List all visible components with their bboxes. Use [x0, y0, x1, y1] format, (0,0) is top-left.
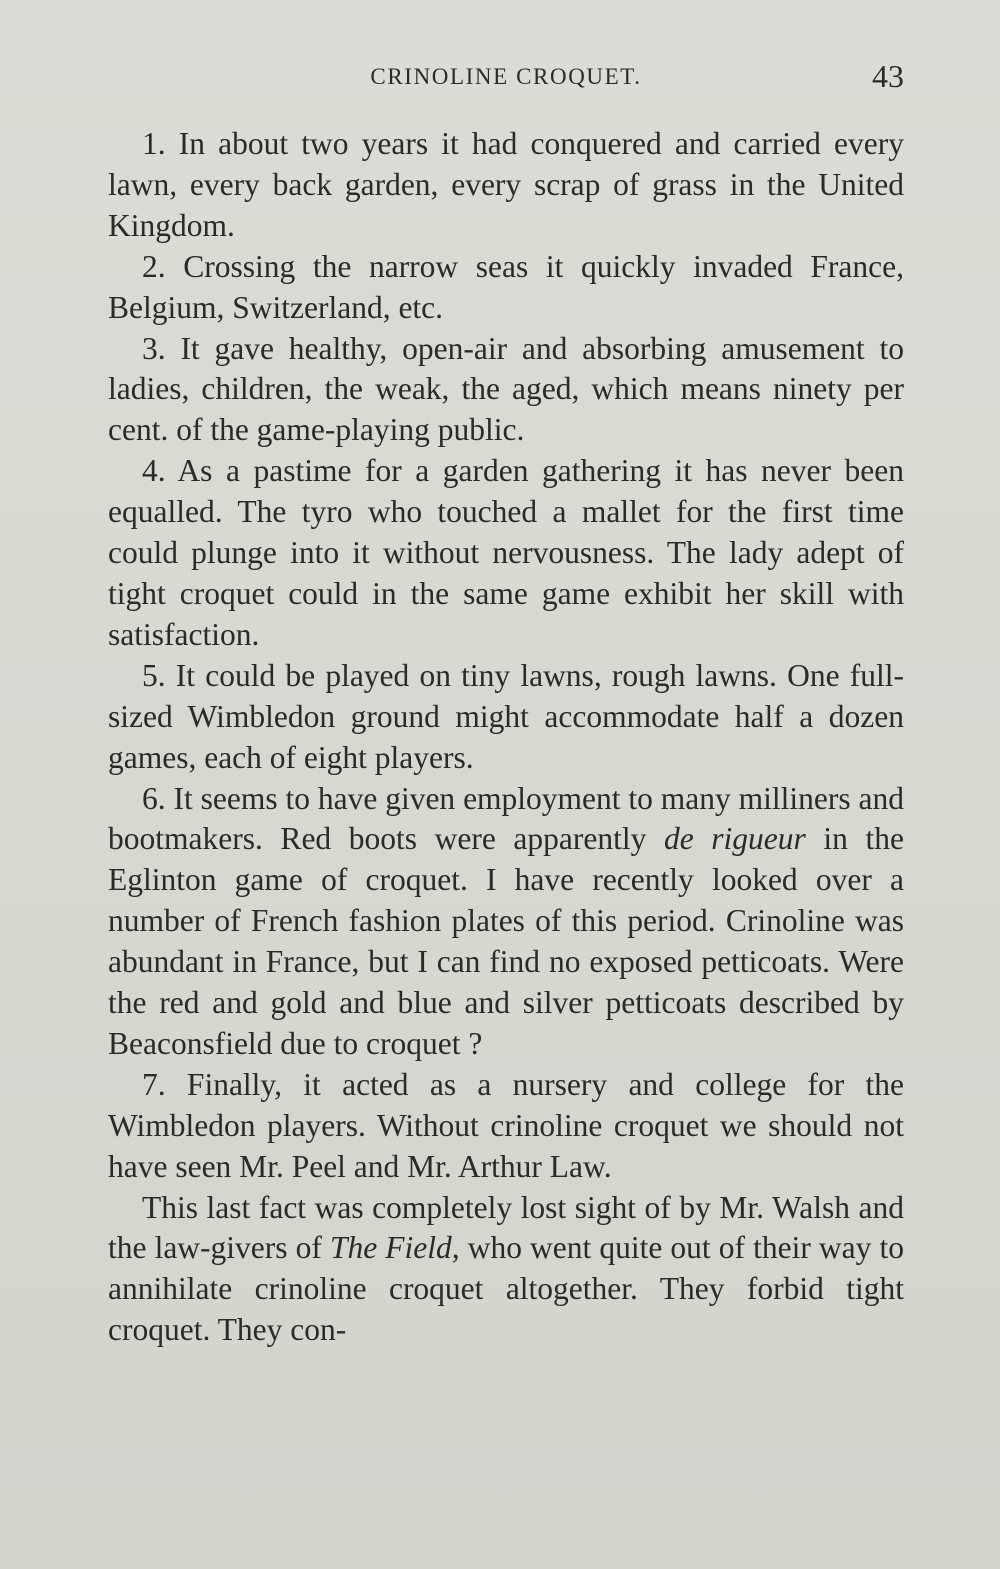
text-segment: 1. In about two years it had conquered and carried every lawn, every back garden, every scrap of grass in the United Kingdom. [108, 126, 904, 243]
paragraph-3 [108, 329, 904, 452]
italic-phrase: The Field, [329, 1230, 460, 1266]
paragraph-1 [108, 124, 904, 247]
text-segment: 4. As a pastime for a garden gathering it has never been equalled. The tyro who touched a mallet for the first time could plunge into it without nervousness. The lady adept of tight croquet could in the same game exhibit her skill with satisfaction. [108, 453, 904, 652]
page-number: 43 [872, 58, 904, 94]
paragraph-2 [108, 247, 904, 329]
text-segment: 7. Finally, it acted as a nursery and college for the Wimbledon players. Without crinoline croquet we should not have seen Mr. Peel and Mr. Arthur Law. [108, 1066, 904, 1184]
running-title: CRINOLINE CROQUET. [370, 64, 642, 89]
paragraph-8 [108, 1188, 904, 1352]
text-segment: 2. Crossing the narrow seas it quickly invaded France, Belgium, Switzerland, etc. [108, 248, 904, 325]
text-segment: This last fact was completely lost sight of by Mr. Walsh and the law-givers of [108, 1189, 904, 1266]
paragraph-6 [108, 779, 904, 1065]
running-head [108, 58, 904, 98]
paragraph-7 [108, 1065, 904, 1188]
paragraph-4 [108, 451, 904, 656]
text-segment: in the Eglinton game of croquet. I have recently looked over a number of French fashion plates of this period. Crinoline was abundant in France, but I can find no exposed petticoats. Were the red and gold and blue and silver petticoats described by Beaconsfield due to croquet ? [108, 821, 904, 1061]
paragraph-5 [108, 656, 904, 779]
text-segment: 6. It seems to have given employment to many milliners and bootmakers. Red boots were apparently [108, 780, 904, 857]
body-text [108, 124, 904, 1351]
italic-phrase: de rigueur [663, 821, 806, 857]
text-segment: 5. It could be played on tiny lawns, rough lawns. One full-sized Wimbledon ground might accommodate half a dozen games, each of eight players. [108, 657, 904, 775]
text-segment: who went quite out of their way to annihilate crinoline croquet altogether. They forbid tight croquet. They con- [108, 1230, 904, 1348]
text-segment: 3. It gave healthy, open-air and absorbing amusement to ladies, children, the weak, the aged, which means ninety per cent. of the game-playing public. [108, 330, 904, 448]
